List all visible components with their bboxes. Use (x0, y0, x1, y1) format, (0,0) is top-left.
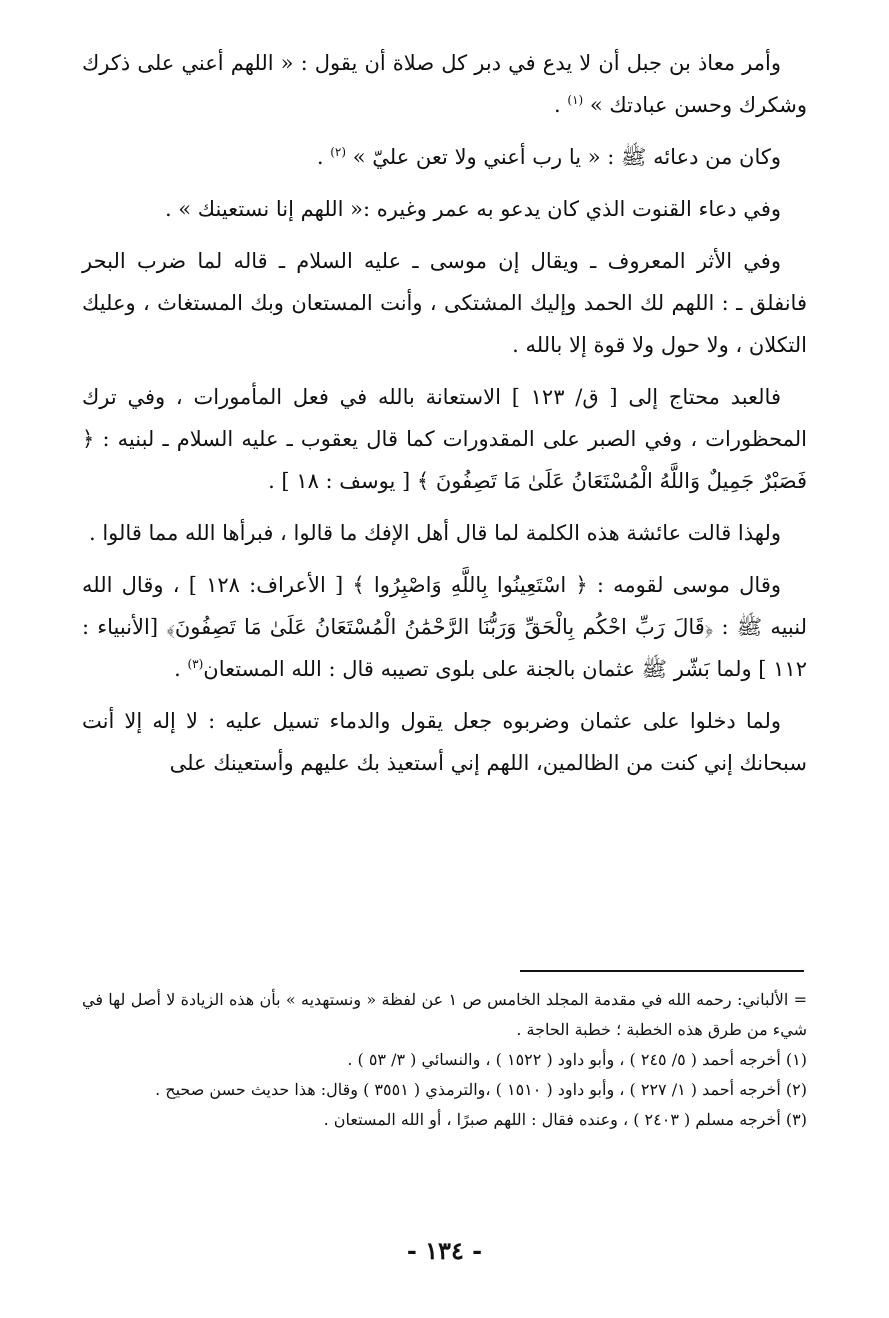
page-number: - ١٣٤ - (406, 1236, 483, 1265)
paragraph-3: وفي دعاء القنوت الذي كان يدعو به عمر وغيره :« اللهم إنا نستعينك » . (164, 197, 781, 221)
footnote-3: (٣) أخرجه مسلم ( ٢٤٠٣ ) ، وعنده فقال : اللهم صبرًا ، أو الله المستعان . (323, 1110, 807, 1129)
main-text (82, 42, 807, 794)
footnotes (82, 985, 807, 1135)
paragraph-2: وكان من دعائه ﷺ : « يا رب أعني ولا تعن عليّ » $^{(٢)}$ . (316, 145, 781, 169)
footnote-ref-2: (٢) (330, 145, 347, 159)
footnote-ref-1: (١) (567, 93, 584, 107)
paragraph-6: ولهذا قالت عائشة هذه الكلمة لما قال أهل الإفك ما قالوا ، فبرأها الله مما قالوا . (88, 521, 781, 545)
footnote-1: (١) أخرجه أحمد ( ٥/ ٢٤٥ ) ، وأبو داود ( ١٥٢٢ ) ، والنسائي ( ٣/ ٥٣ ) . (347, 1050, 807, 1069)
paragraph-5: فالعبد محتاج إلى [ ق/ ١٢٣ ] الاستعانة بالله في فعل المأمورات ، وفي ترك المحظورات ، وفي الصبر على المقدورات كما قال يعقوب ـ عليه السلام ـ لبنيه : ﴿ فَصَبْرٌ جَمِيلٌ وَاللَّهُ الْمُسْتَعَانُ عَلَىٰ مَا تَصِفُونَ ﴾ [ يوسف : ١٨ ] . (82, 385, 807, 493)
footnote-2: (٢) أخرجه أحمد ( ١/ ٢٢٧ ) ، وأبو داود ( ١٥١٠ ) ،والترمذي ( ٣٥٥١ ) وقال: هذا حديث حسن صحيح . (155, 1080, 807, 1099)
paragraph-7: وقال موسى لقومه : ﴿ اسْتَعِينُوا بِاللَّهِ وَاصْبِرُوا ﴾ [ الأعراف: ١٢٨ ] ، وقال الله لنبيه ﷺ : ﴿قَالَ رَبِّ احْكُم بِالْحَقِّ وَرَبُّنَا الرَّحْمَٰنُ الْمُسْتَعَانُ عَلَىٰ مَا تَصِفُونَ﴾ [الأنبياء : ١١٢ ] ولما بَشّر ﷺ عثمان بالجنة على بلوى تصيبه قال : الله المستعان$^{(٣)}$ . (82, 573, 807, 681)
paragraph-1: وأمر معاذ بن جبل أن لا يدع في دبر كل صلاة أن يقول : « اللهم أعني على ذكرك وشكرك وحسن عبادتك » $^{(١)}$ . (82, 51, 807, 117)
footnote-ref-3: (٣) (187, 657, 204, 671)
paragraph-4: وفي الأثر المعروف ـ ويقال إن موسى ـ عليه السلام ـ قاله لما ضرب البحر فانفلق ـ : اللهم لك الحمد وإليك المشتكى ، وأنت المستعان وبك المستغاث ، وعليك التكلان ، ولا حول ولا قوة إلا بالله . (82, 249, 807, 357)
footnote-continued: = الألباني: رحمه الله في مقدمة المجلد الخامس ص ١ عن لفظة « ونستهديه » بأن هذه الزيادة لا أصل لها في شيء من طرق هذه الخطبة ؛ خطبة الحاجة . (82, 990, 807, 1039)
footnote-divider (520, 970, 804, 972)
paragraph-8: ولما دخلوا على عثمان وضربوه جعل يقول والدماء تسيل عليه : لا إله إلا أنت سبحانك إني كنت من الظالمين، اللهم إني أستعيذ بك عليهم وأستعينك على (82, 709, 807, 775)
